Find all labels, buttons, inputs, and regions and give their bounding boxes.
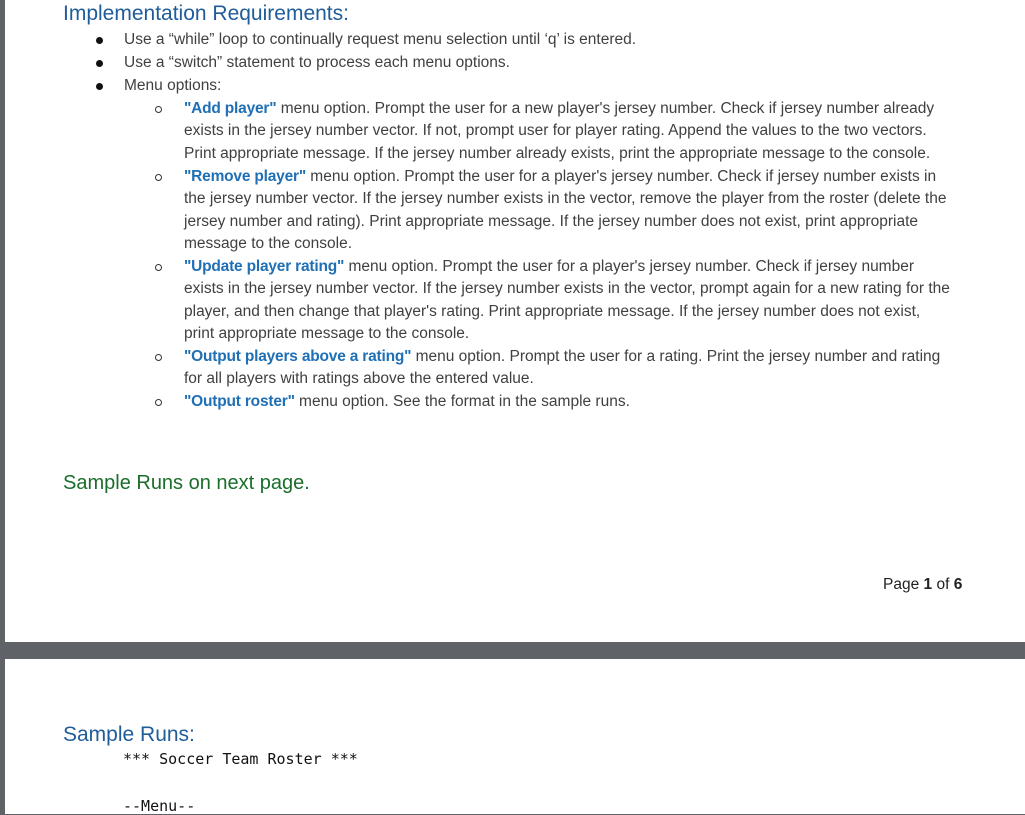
list-item <box>5 52 636 75</box>
bullet-text: Use a “switch” statement to process each menu options. <box>124 54 510 71</box>
option-name: "Output roster" <box>184 393 295 411</box>
circle-bullet-icon <box>155 399 162 406</box>
menu-option-add-player <box>5 98 954 165</box>
option-description: menu option. Prompt the user for a player's jersey number. Check if jersey number exists in the jersey number vector. If the jersey number exists in the vector, remove the player from the roster (delete the jersey number and rating). Print appropriate message. If the jersey number does not exist, print appropriate message to the console. <box>184 167 947 252</box>
option-name: "Update player rating" <box>184 257 345 275</box>
bullet-icon <box>96 37 103 44</box>
sample-runs-heading: Sample Runs: <box>63 723 195 746</box>
bullet-icon <box>96 60 103 67</box>
list-item <box>5 75 636 98</box>
document-page-1 <box>5 0 1025 642</box>
requirements-heading: Implementation Requirements: <box>63 2 349 25</box>
option-description: menu option. See the format in the sample runs. <box>294 393 630 411</box>
option-name: "Remove player" <box>184 167 306 185</box>
requirements-list <box>5 29 636 98</box>
circle-bullet-icon <box>155 354 162 361</box>
bullet-text: Menu options: <box>124 77 222 94</box>
circle-bullet-icon <box>155 106 162 113</box>
menu-option-update-rating <box>5 256 954 346</box>
option-description: menu option. Prompt the user for a player's jersey number. Check if jersey number exists in the jersey number vector. If the jersey number exists in the vector, prompt again for a new rating for the player, and then change that player's rating. Print appropriate message. If the jersey number does not exist, print appropriate message to the console. <box>184 257 950 343</box>
bullet-text: Use a “while” loop to continually request menu selection until ‘q’ is entered. <box>124 31 637 48</box>
menu-option-output-above-rating <box>5 346 954 391</box>
circle-bullet-icon <box>155 264 162 271</box>
option-name: "Output players above a rating" <box>184 347 412 365</box>
total-pages: 6 <box>953 576 963 593</box>
option-name: "Add player" <box>184 100 277 117</box>
option-description: menu option. Prompt the user for a rating. Print the jersey number and rating for all players with ratings above the entered value. <box>184 347 941 388</box>
page-of-label: of <box>932 576 954 593</box>
roster-title: *** Soccer Team Roster *** <box>123 750 358 768</box>
option-description: menu option. Prompt the user for a new player's jersey number. Check if jersey number already exists in the jersey number vector. If not, prompt user for player rating. Append the values to the two vectors. Print appropriate message. If the jersey number already exists, print the appropriate message to the console. <box>184 100 935 162</box>
page-label: Page <box>883 576 924 593</box>
current-page: 1 <box>923 576 933 593</box>
bullet-icon <box>96 83 103 90</box>
menu-options-list <box>5 98 954 414</box>
document-page-2 <box>5 659 1025 814</box>
circle-bullet-icon <box>155 174 162 181</box>
list-item <box>5 29 636 52</box>
menu-option-remove-player <box>5 166 954 256</box>
sample-runs-note: Sample Runs on next page. <box>63 472 310 494</box>
menu-option-output-roster <box>5 391 954 413</box>
menu-label: --Menu-- <box>123 797 196 815</box>
page-number-footer <box>883 576 962 594</box>
